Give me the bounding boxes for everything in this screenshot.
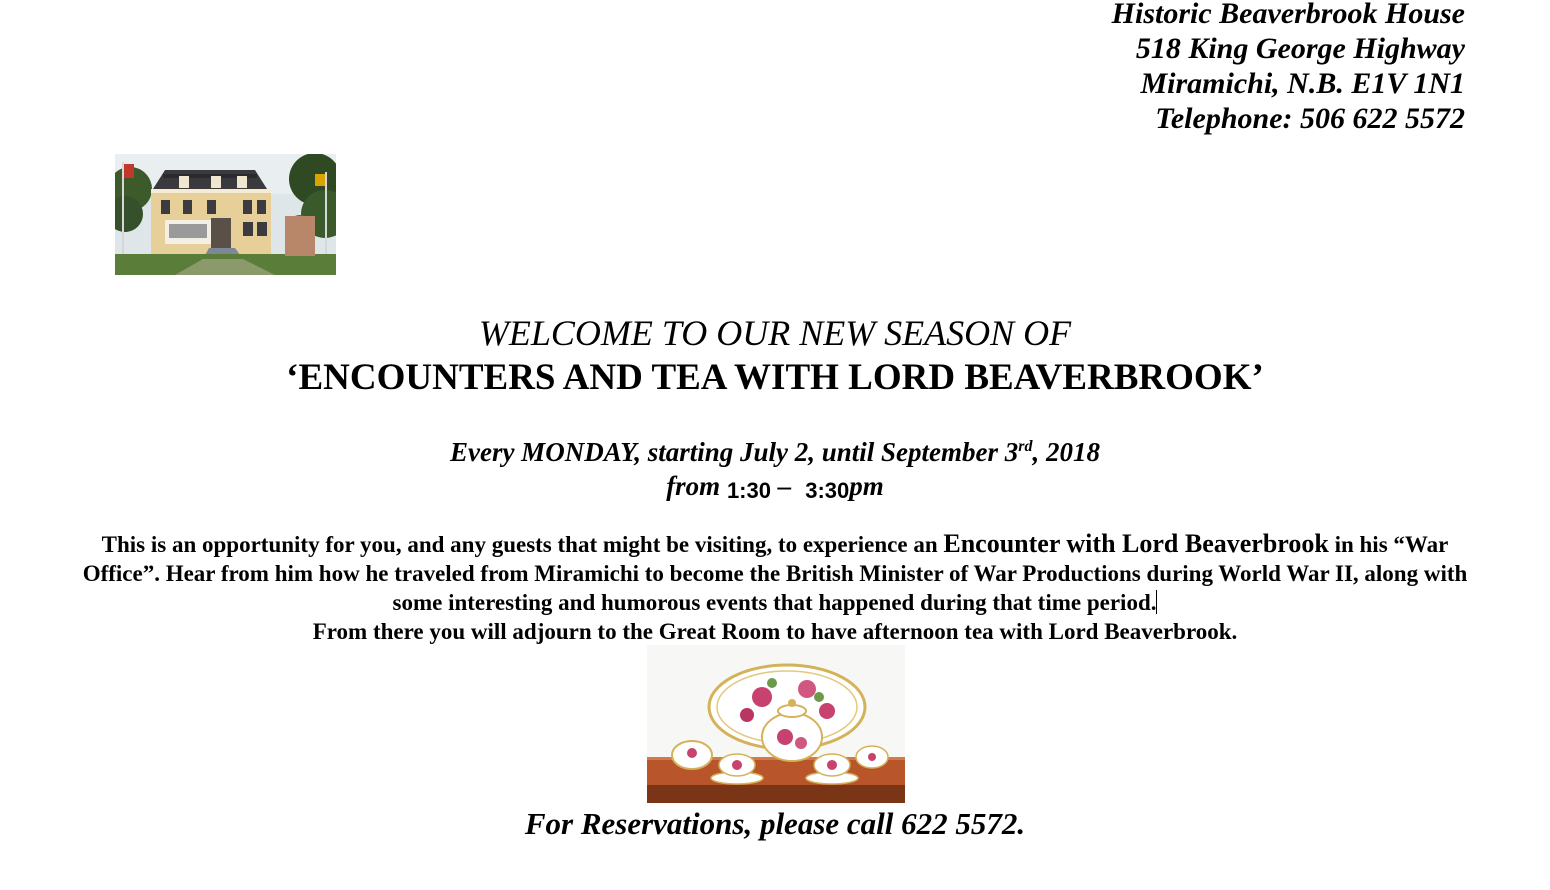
description (80, 529, 1470, 646)
schedule-dates (0, 435, 1550, 469)
house-photo (115, 154, 336, 275)
description-emphasis: Encounter with Lord Beaverbrook (943, 529, 1329, 558)
address-venue: Historic Beaverbrook House (1111, 0, 1465, 30)
time-dash: – (777, 471, 792, 501)
address-telephone: Telephone: 506 622 5572 (1155, 102, 1465, 135)
start-time: 1:30 (726, 478, 771, 503)
schedule-prefix: Every MONDAY, starting July 2, until September 3 (449, 437, 1019, 467)
description-paragraph (80, 529, 1470, 617)
welcome-heading: WELCOME TO OUR NEW SEASON OF (478, 313, 1072, 353)
schedule-ordinal: rd (1018, 438, 1033, 455)
address-street: 518 King George Highway (1135, 32, 1465, 65)
description-end: in his “War Office”. Hear from him how he traveled from Miramichi to become the British Minister of War Productions during World War II, along with some interesting and humorous events that happened during that time period. (82, 532, 1468, 615)
time-from-label: from (666, 471, 727, 501)
end-time: 3:30 (805, 478, 850, 503)
schedule-year: , 2018 (1032, 437, 1101, 467)
text-cursor (1156, 590, 1157, 614)
time-pm-label: pm (849, 471, 884, 501)
event-title: ‘ENCOUNTERS AND TEA WITH LORD BEAVERBROOK’ (286, 357, 1264, 398)
address-block (1112, 0, 1465, 136)
tea-paragraph: From there you will adjourn to the Great Room to have afternoon tea with Lord Beaverbrook. (312, 619, 1238, 644)
schedule-time (0, 469, 1550, 505)
address-city: Miramichi, N.B. E1V 1N1 (1140, 67, 1465, 100)
reservations-line: For Reservations, please call 622 5572. (524, 806, 1026, 841)
tea-set-photo (647, 645, 905, 803)
description-start: This is an opportunity for you, and any guests that might be visiting, to experience an (101, 532, 944, 557)
